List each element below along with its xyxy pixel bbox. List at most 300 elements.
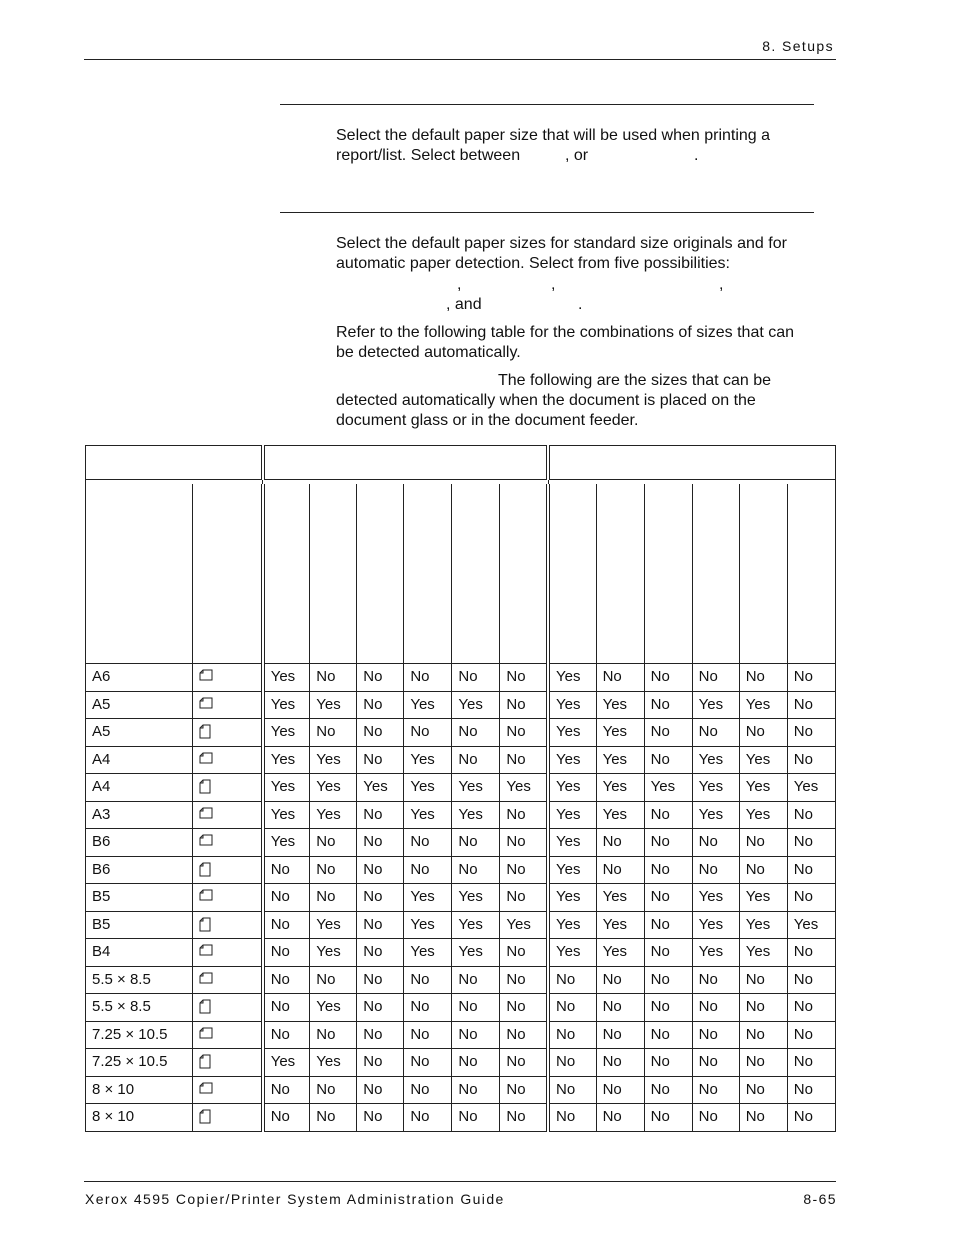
header-cell-orientation	[193, 484, 263, 664]
detect-value-cell: Yes	[404, 939, 452, 967]
header-cell-col-9	[644, 484, 692, 664]
table-row	[86, 664, 836, 692]
detect-value-cell: No	[548, 1076, 596, 1104]
detect-value-cell: Yes	[452, 884, 500, 912]
detect-value-cell: Yes	[548, 719, 596, 747]
detect-value-cell: Yes	[739, 939, 787, 967]
detect-value-cell: Yes	[500, 911, 548, 939]
detect-value-cell: No	[500, 966, 548, 994]
detect-value-cell: No	[787, 966, 835, 994]
detect-value-cell: No	[787, 691, 835, 719]
detect-value-cell: Yes	[739, 911, 787, 939]
landscape-page-icon	[199, 667, 213, 681]
detect-value-cell: No	[787, 829, 835, 857]
paper-size-cell: A5	[86, 691, 193, 719]
orientation-cell	[193, 664, 263, 692]
detect-value-cell: Yes	[692, 691, 739, 719]
detect-value-cell: No	[310, 884, 357, 912]
header-cell-col-12	[787, 484, 835, 664]
detect-value-cell: No	[644, 994, 692, 1022]
orientation-cell	[193, 911, 263, 939]
detect-value-cell: No	[263, 994, 310, 1022]
detect-value-cell: No	[739, 1021, 787, 1049]
detect-value-cell: No	[739, 966, 787, 994]
detect-value-cell: No	[357, 856, 404, 884]
detect-value-cell: No	[692, 1049, 739, 1077]
detect-value-cell: No	[310, 966, 357, 994]
detect-value-cell: No	[596, 829, 644, 857]
detect-value-cell: Yes	[787, 911, 835, 939]
header-cell-col-1	[263, 484, 310, 664]
detect-value-cell: No	[357, 911, 404, 939]
detect-value-cell: Yes	[263, 829, 310, 857]
detect-value-cell: Yes	[404, 746, 452, 774]
detect-value-cell: No	[596, 994, 644, 1022]
header-cell-col-11	[739, 484, 787, 664]
detect-value-cell: No	[500, 719, 548, 747]
detect-value-cell: Yes	[692, 911, 739, 939]
landscape-page-icon	[199, 970, 213, 984]
table-row	[86, 1021, 836, 1049]
detect-value-cell: Yes	[548, 829, 596, 857]
table-row	[86, 829, 836, 857]
refer-text	[336, 323, 846, 363]
detect-value-cell: Yes	[596, 719, 644, 747]
detect-value-cell: No	[452, 1049, 500, 1077]
detect-value-cell: No	[500, 1021, 548, 1049]
detect-value-cell: No	[452, 664, 500, 692]
detect-value-cell: No	[263, 1104, 310, 1132]
detect-value-cell: No	[500, 829, 548, 857]
detect-value-cell: Yes	[310, 939, 357, 967]
detect-value-cell: No	[787, 856, 835, 884]
detect-value-cell: No	[500, 691, 548, 719]
paper-size-cell: A4	[86, 774, 193, 802]
paper-size-cell: A4	[86, 746, 193, 774]
portrait-page-icon	[199, 997, 211, 1014]
detect-value-cell: Yes	[644, 774, 692, 802]
paper-size-cell: A5	[86, 719, 193, 747]
detect-value-cell: No	[404, 1021, 452, 1049]
detect-value-cell: No	[404, 856, 452, 884]
portrait-page-icon	[199, 722, 211, 739]
detect-value-cell: No	[357, 939, 404, 967]
table-row	[86, 939, 836, 967]
detect-value-cell: No	[644, 1076, 692, 1104]
detect-value-cell: No	[500, 1076, 548, 1104]
detect-value-cell: No	[452, 1021, 500, 1049]
landscape-page-icon	[199, 695, 213, 709]
detect-value-cell: No	[739, 1049, 787, 1077]
detect-value-cell: Yes	[596, 746, 644, 774]
table-row	[86, 1104, 836, 1132]
detect-value-cell: Yes	[263, 664, 310, 692]
header-cell-col-3	[357, 484, 404, 664]
detect-value-cell: No	[548, 1049, 596, 1077]
header-rule	[84, 59, 836, 60]
detect-value-cell: No	[644, 664, 692, 692]
detect-value-cell: Yes	[310, 774, 357, 802]
detect-value-cell: No	[644, 691, 692, 719]
orientation-cell	[193, 994, 263, 1022]
detect-value-cell: Yes	[739, 746, 787, 774]
detect-value-cell: No	[357, 829, 404, 857]
detect-value-cell: Yes	[548, 746, 596, 774]
section2-frag-comma-3: ,	[719, 276, 724, 293]
detect-value-cell: No	[548, 966, 596, 994]
detect-value-cell: No	[692, 664, 739, 692]
paper-size-cell: B5	[86, 911, 193, 939]
detect-value-cell: Yes	[596, 884, 644, 912]
detect-value-cell: No	[644, 1104, 692, 1132]
detect-value-cell: Yes	[596, 801, 644, 829]
detect-value-cell: Yes	[739, 801, 787, 829]
header-cell-paper	[86, 484, 193, 664]
detect-value-cell: Yes	[548, 856, 596, 884]
orientation-cell	[193, 884, 263, 912]
detect-value-cell: Yes	[692, 746, 739, 774]
detect-value-cell: No	[310, 1076, 357, 1104]
portrait-page-icon	[199, 1052, 211, 1069]
detect-value-cell: No	[644, 884, 692, 912]
detect-value-cell: No	[357, 719, 404, 747]
portrait-page-icon	[199, 777, 211, 794]
refer-line-1: Refer to the following table for the combinations of sizes that can	[336, 324, 795, 341]
table-row	[86, 966, 836, 994]
section2-frag-comma-2: ,	[551, 276, 556, 293]
header-cell-size	[86, 446, 263, 480]
landscape-page-icon	[199, 942, 213, 956]
detect-value-cell: No	[357, 691, 404, 719]
paper-size-cell: A3	[86, 801, 193, 829]
table-row	[86, 746, 836, 774]
detect-value-cell: No	[596, 1049, 644, 1077]
detect-value-cell: No	[787, 994, 835, 1022]
detect-value-cell: Yes	[548, 911, 596, 939]
detect-value-cell: Yes	[310, 1049, 357, 1077]
detect-value-cell: No	[452, 746, 500, 774]
table-header-row-1	[86, 446, 836, 480]
detect-value-cell: No	[452, 1076, 500, 1104]
table-row	[86, 691, 836, 719]
detect-value-cell: No	[548, 994, 596, 1022]
detect-value-cell: Yes	[596, 911, 644, 939]
detect-value-cell: No	[452, 1104, 500, 1132]
detect-value-cell: No	[404, 664, 452, 692]
detect-value-cell: No	[263, 911, 310, 939]
section2-line-2: automatic paper detection. Select from five possibilities:	[336, 255, 730, 272]
detect-value-cell: No	[500, 1049, 548, 1077]
detect-value-cell: No	[500, 746, 548, 774]
paper-size-cell: B4	[86, 939, 193, 967]
detect-value-cell: No	[692, 1104, 739, 1132]
detect-value-cell: No	[644, 719, 692, 747]
header-cell-col-7	[548, 484, 596, 664]
orientation-cell	[193, 1021, 263, 1049]
table-row	[86, 856, 836, 884]
detect-value-cell: No	[644, 856, 692, 884]
detect-value-cell: No	[404, 719, 452, 747]
detect-value-cell: Yes	[739, 691, 787, 719]
detect-value-cell: No	[263, 1021, 310, 1049]
detect-value-cell: No	[644, 911, 692, 939]
section1-line-1: Select the default paper size that will be used when printing a	[336, 127, 771, 144]
detect-value-cell: Yes	[692, 939, 739, 967]
detect-value-cell: No	[739, 856, 787, 884]
detect-value-cell: Yes	[596, 691, 644, 719]
detect-value-cell: No	[739, 664, 787, 692]
detect-value-cell: No	[310, 856, 357, 884]
detect-value-cell: No	[644, 801, 692, 829]
detect-value-cell: No	[357, 1104, 404, 1132]
detect-value-cell: Yes	[263, 801, 310, 829]
detect-value-cell: Yes	[404, 911, 452, 939]
detect-value-cell: No	[357, 1076, 404, 1104]
detect-value-cell: No	[739, 1076, 787, 1104]
detect-value-cell: No	[548, 1021, 596, 1049]
detect-value-cell: No	[310, 1021, 357, 1049]
detect-value-cell: No	[404, 829, 452, 857]
paper-size-cell: 8 × 10	[86, 1104, 193, 1132]
detect-value-cell: Yes	[404, 691, 452, 719]
table-row	[86, 884, 836, 912]
detect-value-cell: No	[596, 966, 644, 994]
orientation-cell	[193, 774, 263, 802]
paper-size-cell: 5.5 × 8.5	[86, 994, 193, 1022]
detect-value-cell: No	[263, 966, 310, 994]
detect-value-cell: No	[452, 829, 500, 857]
footer-title: Xerox 4595 Copier/Printer System Administration Guide	[85, 1191, 505, 1207]
detect-value-cell: No	[357, 884, 404, 912]
detect-value-cell: No	[739, 719, 787, 747]
detect-value-cell: Yes	[404, 884, 452, 912]
running-header: 8. Setups	[762, 38, 834, 54]
detect-value-cell: No	[787, 939, 835, 967]
detect-value-cell: Yes	[692, 884, 739, 912]
detect-value-cell: Yes	[692, 801, 739, 829]
detect-value-cell: Yes	[548, 691, 596, 719]
header-cell-col-4	[404, 484, 452, 664]
detect-value-cell: No	[644, 1049, 692, 1077]
section2-line-1: Select the default paper sizes for standard size originals and for	[336, 235, 787, 252]
orientation-cell	[193, 1104, 263, 1132]
refer-line-2: be detected automatically.	[336, 344, 521, 361]
orientation-cell	[193, 746, 263, 774]
detect-value-cell: No	[500, 1104, 548, 1132]
detect-value-cell: Yes	[596, 774, 644, 802]
paper-size-cell: 5.5 × 8.5	[86, 966, 193, 994]
detect-value-cell: No	[404, 966, 452, 994]
detect-value-cell: Yes	[263, 774, 310, 802]
section2-frag-and: , and	[446, 296, 482, 313]
detect-value-cell: Yes	[310, 691, 357, 719]
orientation-cell	[193, 966, 263, 994]
table-row	[86, 1049, 836, 1077]
detect-value-cell: No	[787, 884, 835, 912]
detect-value-cell: No	[500, 856, 548, 884]
detect-value-cell: Yes	[310, 801, 357, 829]
header-cell-col-6	[500, 484, 548, 664]
landscape-page-icon	[199, 1025, 213, 1039]
detect-value-cell: No	[452, 994, 500, 1022]
detect-value-cell: Yes	[548, 774, 596, 802]
detect-value-cell: No	[357, 966, 404, 994]
detect-value-cell: No	[787, 664, 835, 692]
detect-value-cell: Yes	[548, 664, 596, 692]
detect-value-cell: No	[644, 966, 692, 994]
landscape-page-icon	[199, 887, 213, 901]
detect-value-cell: No	[263, 884, 310, 912]
detect-value-cell: No	[787, 719, 835, 747]
detect-line-2: detected automatically when the document is placed on the	[336, 392, 756, 409]
detect-value-cell: No	[404, 1104, 452, 1132]
detect-value-cell: No	[310, 664, 357, 692]
detect-value-cell: No	[596, 1104, 644, 1132]
paper-size-cell: 7.25 × 10.5	[86, 1049, 193, 1077]
detect-value-cell: No	[692, 856, 739, 884]
detect-value-cell: No	[644, 746, 692, 774]
detect-value-cell: No	[787, 1049, 835, 1077]
detect-value-cell: No	[692, 994, 739, 1022]
detect-value-cell: Yes	[310, 746, 357, 774]
landscape-page-icon	[199, 1080, 213, 1094]
detect-value-cell: Yes	[739, 884, 787, 912]
detect-value-cell: No	[452, 856, 500, 884]
section2-rule	[280, 212, 814, 213]
detect-value-cell: No	[357, 1021, 404, 1049]
landscape-page-icon	[199, 750, 213, 764]
detect-value-cell: Yes	[452, 939, 500, 967]
detect-value-cell: No	[500, 939, 548, 967]
section2-frag-comma-1: ,	[457, 276, 462, 293]
detect-value-cell: No	[692, 966, 739, 994]
detect-value-cell: Yes	[263, 691, 310, 719]
detect-value-cell: No	[263, 939, 310, 967]
detect-value-cell: No	[787, 1104, 835, 1132]
table-row	[86, 801, 836, 829]
table-row	[86, 719, 836, 747]
detect-value-cell: No	[310, 1104, 357, 1132]
detect-value-cell: Yes	[263, 1049, 310, 1077]
detect-value-cell: No	[596, 1076, 644, 1104]
detect-value-cell: No	[644, 1021, 692, 1049]
detect-value-cell: Yes	[739, 774, 787, 802]
detection-table	[85, 445, 836, 1132]
portrait-page-icon	[199, 1107, 211, 1124]
orientation-cell	[193, 856, 263, 884]
detect-value-cell: No	[263, 856, 310, 884]
detect-value-cell: No	[692, 1021, 739, 1049]
detect-value-cell: No	[596, 856, 644, 884]
detect-line-1: The following are the sizes that can be	[498, 372, 772, 389]
orientation-cell	[193, 1049, 263, 1077]
orientation-cell	[193, 1076, 263, 1104]
detect-value-cell: Yes	[548, 801, 596, 829]
header-cell-group-2	[548, 446, 835, 480]
detect-value-cell: No	[739, 1104, 787, 1132]
detect-value-cell: No	[500, 664, 548, 692]
detect-line-3: document glass or in the document feeder.	[336, 412, 639, 429]
detect-value-cell: No	[787, 801, 835, 829]
detect-value-cell: No	[357, 994, 404, 1022]
detect-value-cell: No	[404, 1049, 452, 1077]
table-row	[86, 911, 836, 939]
table-row	[86, 994, 836, 1022]
detect-value-cell: No	[692, 829, 739, 857]
detect-value-cell: Yes	[310, 994, 357, 1022]
detect-value-cell: No	[263, 1076, 310, 1104]
paper-size-cell: 8 × 10	[86, 1076, 193, 1104]
footer-page-number: 8-65	[803, 1191, 837, 1207]
detect-value-cell: No	[739, 994, 787, 1022]
section2-frag-period: .	[578, 296, 583, 313]
header-cell-col-2	[310, 484, 357, 664]
section1-period: .	[694, 147, 699, 164]
detect-value-cell: No	[787, 1021, 835, 1049]
detect-value-cell: Yes	[357, 774, 404, 802]
detect-value-cell: Yes	[404, 801, 452, 829]
header-cell-col-5	[452, 484, 500, 664]
detect-value-cell: Yes	[452, 911, 500, 939]
header-cell-col-10	[692, 484, 739, 664]
table-header-row-2	[86, 484, 836, 664]
detect-value-cell: No	[357, 801, 404, 829]
portrait-page-icon	[199, 915, 211, 932]
orientation-cell	[193, 719, 263, 747]
detect-value-cell: No	[692, 719, 739, 747]
orientation-cell	[193, 691, 263, 719]
detect-value-cell: Yes	[548, 884, 596, 912]
detect-value-cell: No	[404, 994, 452, 1022]
detect-value-cell: Yes	[596, 939, 644, 967]
detect-value-cell: No	[500, 884, 548, 912]
detect-value-cell: No	[310, 719, 357, 747]
detect-value-cell: No	[452, 966, 500, 994]
paper-size-cell: A6	[86, 664, 193, 692]
detect-value-cell: Yes	[787, 774, 835, 802]
detect-value-cell: Yes	[452, 691, 500, 719]
section1-rule	[280, 104, 814, 105]
portrait-page-icon	[199, 860, 211, 877]
section1-line-2: report/list. Select between	[336, 147, 521, 164]
detect-value-cell: No	[787, 1076, 835, 1104]
detect-value-cell: No	[310, 829, 357, 857]
detect-value-cell: Yes	[452, 774, 500, 802]
orientation-cell	[193, 829, 263, 857]
table-row	[86, 1076, 836, 1104]
paper-size-cell: B6	[86, 829, 193, 857]
paper-size-cell: B6	[86, 856, 193, 884]
detect-text	[336, 371, 846, 431]
detect-value-cell: Yes	[263, 719, 310, 747]
section2-text	[336, 234, 836, 274]
detect-value-cell: Yes	[500, 774, 548, 802]
detect-value-cell: No	[500, 801, 548, 829]
paper-size-cell: 7.25 × 10.5	[86, 1021, 193, 1049]
header-cell-group-1	[263, 446, 548, 480]
detect-value-cell: No	[644, 939, 692, 967]
landscape-page-icon	[199, 805, 213, 819]
landscape-page-icon	[199, 832, 213, 846]
detect-value-cell: No	[404, 1076, 452, 1104]
detect-value-cell: No	[739, 829, 787, 857]
detect-value-cell: Yes	[263, 746, 310, 774]
section1-or: , or	[565, 147, 589, 164]
orientation-cell	[193, 801, 263, 829]
orientation-cell	[193, 939, 263, 967]
detect-value-cell: Yes	[310, 911, 357, 939]
detect-value-cell: No	[357, 1049, 404, 1077]
